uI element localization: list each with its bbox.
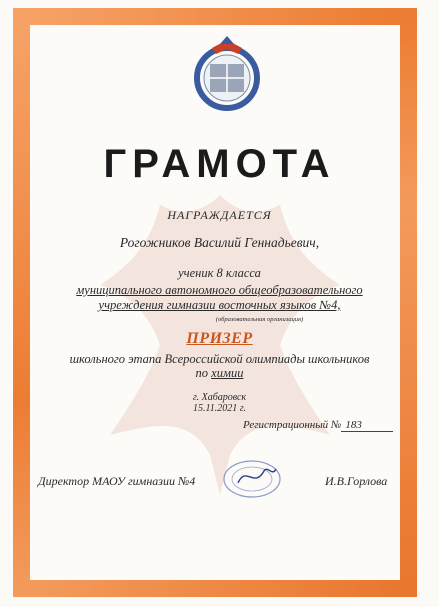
- certificate-title: ГРАМОТА: [103, 142, 336, 186]
- org-caption: (образовательная организация): [215, 316, 304, 323]
- city: г. Хабаровск: [192, 392, 247, 403]
- awarded-label: НАГРАЖДАЕТСЯ: [167, 208, 272, 222]
- olympiad-emblem-icon: [182, 34, 272, 114]
- subject-prefix: по: [195, 366, 209, 380]
- registration-number: 183: [341, 419, 393, 432]
- stage-line: школьного этапа Всероссийской олимпиады школьников: [69, 352, 370, 366]
- school-line-2: учреждения гимназии восточных языков №4,: [98, 298, 341, 312]
- subject-line: [0, 366, 439, 380]
- signature: [238, 469, 276, 483]
- registration-label: Регистрационный №: [243, 419, 342, 431]
- recipient-name: Рогожников Василий Геннадьевич,: [119, 235, 320, 250]
- school-line-1: муниципального автономного общеобразовательного: [76, 283, 363, 297]
- director-title: Директор МАОУ гимназии №4: [38, 474, 196, 488]
- grade-line: ученик 8 класса: [178, 266, 261, 280]
- registration-line: [243, 419, 393, 432]
- director-name: И.В.Горлова: [325, 474, 388, 488]
- school-stamp: [220, 455, 284, 499]
- prize-line: [0, 332, 439, 346]
- issue-date: 15.11.2021 г.: [192, 403, 247, 414]
- subject-name: химии: [211, 366, 244, 380]
- prize-status: ПРИЗЕР: [186, 330, 253, 347]
